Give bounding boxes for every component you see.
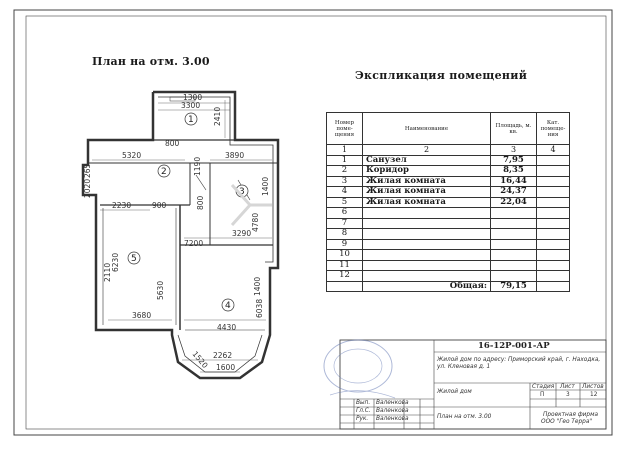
dim-1300: 1300 [183, 93, 203, 102]
room-number-1: 1 [188, 115, 194, 125]
total-empty [327, 281, 363, 292]
row-number: 4 [327, 187, 363, 198]
row-category [537, 250, 570, 261]
room-number-2: 2 [161, 167, 167, 177]
row-name [363, 250, 491, 261]
dim-3890: 3890 [225, 151, 245, 160]
dim-3300: 3300 [181, 101, 201, 110]
table-row [327, 260, 570, 271]
stamp-stage: П [540, 392, 545, 398]
row-category [537, 187, 570, 198]
row-category [537, 155, 570, 166]
table-row [327, 229, 570, 240]
plan-title: План на отм. 3.00 [92, 55, 210, 68]
dim-1400-lower: 1400 [253, 276, 262, 296]
dim-2110: 2110 [103, 262, 112, 282]
row-number: 1 [327, 155, 363, 166]
table-row [327, 166, 570, 177]
dim-5320: 5320 [122, 151, 142, 160]
dim-800-top: 800 [165, 139, 180, 148]
stamp-company-line1: Проектная фирма [543, 412, 599, 418]
header-room-number: Номер поме- щения [327, 113, 363, 145]
total-value: 79,15 [491, 281, 537, 292]
row-category [537, 229, 570, 240]
row-name [363, 271, 491, 282]
index-col-2: 2 [363, 145, 491, 156]
header-category: Кат. помеще- ния [537, 113, 570, 145]
stamp-sheet: 3 [566, 392, 570, 398]
row-area: 8,35 [491, 166, 537, 177]
table-row [327, 187, 570, 198]
index-col-1: 1 [327, 145, 363, 156]
row-number: 6 [327, 208, 363, 219]
table-index-row [327, 145, 570, 156]
index-col-4: 4 [537, 145, 570, 156]
dim-2262: 2262 [213, 351, 233, 360]
row-name [363, 208, 491, 219]
stamp-name-3: Валенкова [376, 416, 409, 422]
dim-4430: 4430 [217, 323, 237, 332]
stamp-stage-label: Стадия [532, 384, 555, 390]
table-row [327, 208, 570, 219]
row-area [491, 218, 537, 229]
stamp-name-1: Валенкова [376, 400, 409, 406]
row-area: 22,04 [491, 197, 537, 208]
stamp-code: 16-12Р-001-АР [478, 341, 550, 351]
room-number-3: 3 [239, 187, 245, 197]
row-name: Коридор [363, 166, 491, 177]
dim-2020: 2020 [83, 178, 92, 198]
dim-5630: 5630 [156, 280, 165, 300]
dim-3680: 3680 [132, 311, 152, 320]
dim-2410: 2410 [213, 106, 222, 126]
stamp-object: Жилой дом [437, 389, 472, 395]
dim-265: 265 [83, 163, 92, 178]
table-row [327, 271, 570, 282]
row-area [491, 208, 537, 219]
dim-2230: 2230 [112, 201, 132, 210]
dim-6038: 6038 [255, 298, 264, 318]
dim-800-mid: 800 [196, 195, 205, 210]
stamp-sheet-label: Лист [560, 384, 575, 390]
table-row [327, 250, 570, 261]
table-total-row [327, 281, 570, 292]
dim-3290: 3290 [232, 229, 252, 238]
row-category [537, 218, 570, 229]
row-number: 10 [327, 250, 363, 261]
row-number: 12 [327, 271, 363, 282]
dim-900: 900 [152, 201, 167, 210]
row-category [537, 271, 570, 282]
stamp-address: Жилой дом по адресу: Приморский край, г. Находка, ул. Кленовая д. 1 [437, 357, 601, 370]
explication-title: Экспликация помещений [355, 69, 528, 82]
table-row [327, 197, 570, 208]
table-row [327, 176, 570, 187]
row-name [363, 218, 491, 229]
row-category [537, 208, 570, 219]
row-name: Жилая комната [363, 197, 491, 208]
row-category [537, 166, 570, 177]
room-number-4: 4 [225, 301, 231, 311]
total-cat-empty [537, 281, 570, 292]
row-number: 2 [327, 166, 363, 177]
stamp-role-2: Гл.С. [356, 408, 371, 414]
row-category [537, 260, 570, 271]
row-area [491, 250, 537, 261]
dim-7200: 7200 [184, 239, 204, 248]
row-area: 16,44 [491, 176, 537, 187]
row-name: Санузел [363, 155, 491, 166]
row-category [537, 176, 570, 187]
row-number: 9 [327, 239, 363, 250]
dim-1190: 1190 [193, 156, 202, 176]
dim-6230: 6230 [111, 252, 120, 272]
row-name: Жилая комната [363, 187, 491, 198]
table-row [327, 218, 570, 229]
seal-stamp [324, 340, 395, 398]
table-row [327, 239, 570, 250]
row-name: Жилая комната [363, 176, 491, 187]
row-area [491, 239, 537, 250]
row-category [537, 239, 570, 250]
index-col-3: 3 [491, 145, 537, 156]
room-number-5: 5 [131, 254, 137, 264]
stamp-sheets: 12 [590, 392, 598, 398]
table-header-row [327, 113, 570, 145]
row-number: 7 [327, 218, 363, 229]
row-name [363, 239, 491, 250]
row-name [363, 229, 491, 240]
row-category [537, 197, 570, 208]
stamp-name-2: Валенкова [376, 408, 409, 414]
row-number: 11 [327, 260, 363, 271]
row-area: 7,95 [491, 155, 537, 166]
row-area: 24,37 [491, 187, 537, 198]
stamp-role-1: Вып. [356, 400, 371, 406]
header-area: Площадь, м. кв. [491, 113, 537, 145]
row-area [491, 271, 537, 282]
total-label: Общая: [363, 281, 491, 292]
row-area [491, 229, 537, 240]
table-row [327, 155, 570, 166]
dim-1400-right: 1400 [261, 176, 270, 196]
dim-1520: 1520 [190, 349, 210, 370]
explication-table [326, 112, 570, 292]
row-number: 5 [327, 197, 363, 208]
row-area [491, 260, 537, 271]
stamp-sheet-title: План на отм. 3.00 [437, 414, 492, 420]
dim-1600: 1600 [216, 363, 236, 372]
stamp-sheets-label: Листов [582, 384, 604, 390]
row-number: 8 [327, 229, 363, 240]
row-number: 3 [327, 176, 363, 187]
row-name [363, 260, 491, 271]
header-name: Наименование [363, 113, 491, 145]
stamp-company-line2: ООО "Гео Терра" [541, 419, 593, 425]
stamp-role-3: Рук. [356, 416, 369, 422]
dim-4780: 4780 [251, 212, 260, 232]
